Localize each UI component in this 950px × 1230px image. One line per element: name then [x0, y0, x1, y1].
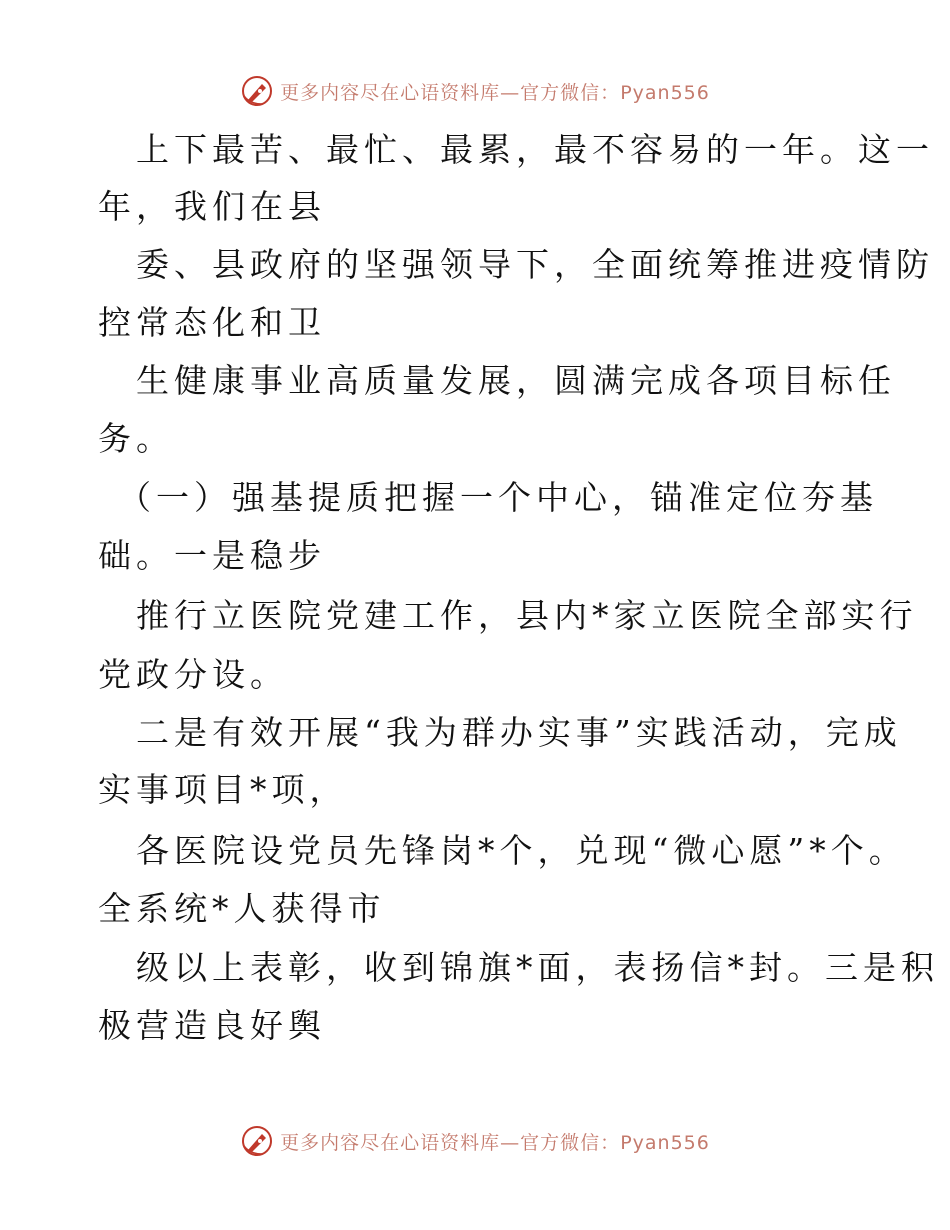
- footer-watermark: [0, 1121, 950, 1161]
- body-line: 二是有效开展“我为群办实事”实践活动，完成: [136, 713, 902, 752]
- watermark-group: [240, 74, 710, 108]
- watermark-wechat-id: Pyan556: [620, 1131, 710, 1154]
- body-line: 生健康事业高质量发展，圆满完成各项目标任: [136, 361, 896, 400]
- watermark-wechat-label: 官方微信：: [520, 1131, 621, 1154]
- body-line: 党政分设。: [98, 655, 288, 694]
- watermark-text: 更多内容尽在心语资料库: [280, 1131, 501, 1154]
- body-line: 各医院设党员先锋岗*个，兑现“微心愿”*个。: [136, 831, 907, 870]
- body-line: 委、县政府的坚强领导下，全面统筹推进疫情防: [136, 245, 934, 284]
- body-line: 控常态化和卫: [98, 303, 326, 342]
- pen-logo-icon: [240, 74, 274, 108]
- body-line: 全系统*人获得市: [98, 889, 386, 928]
- watermark-wechat-id: Pyan556: [620, 81, 710, 104]
- pen-logo-icon: [240, 1124, 274, 1158]
- watermark-dash: —: [500, 1131, 521, 1154]
- body-line: 实事项目*项，: [98, 770, 348, 809]
- body-line: 础。一是稳步: [98, 536, 326, 575]
- header-watermark: [0, 71, 950, 111]
- body-line: （一）强基提质把握一个中心，锚准定位夯基: [118, 478, 878, 517]
- body-line: 级以上表彰，收到锦旗*面，表扬信*封。三是积: [136, 948, 939, 987]
- body-line: 年，我们在县: [98, 187, 326, 226]
- body-line: 务。: [98, 419, 174, 458]
- body-line: 极营造良好舆: [98, 1006, 326, 1045]
- watermark-wechat-label: 官方微信：: [520, 81, 621, 104]
- watermark-group: [240, 1124, 710, 1158]
- watermark-dash: —: [500, 81, 521, 104]
- body-line: 推行立医院党建工作，县内*家立医院全部实行: [136, 596, 918, 635]
- body-line: 上下最苦、最忙、最累，最不容易的一年。这一: [136, 130, 934, 169]
- watermark-text: 更多内容尽在心语资料库: [280, 81, 501, 104]
